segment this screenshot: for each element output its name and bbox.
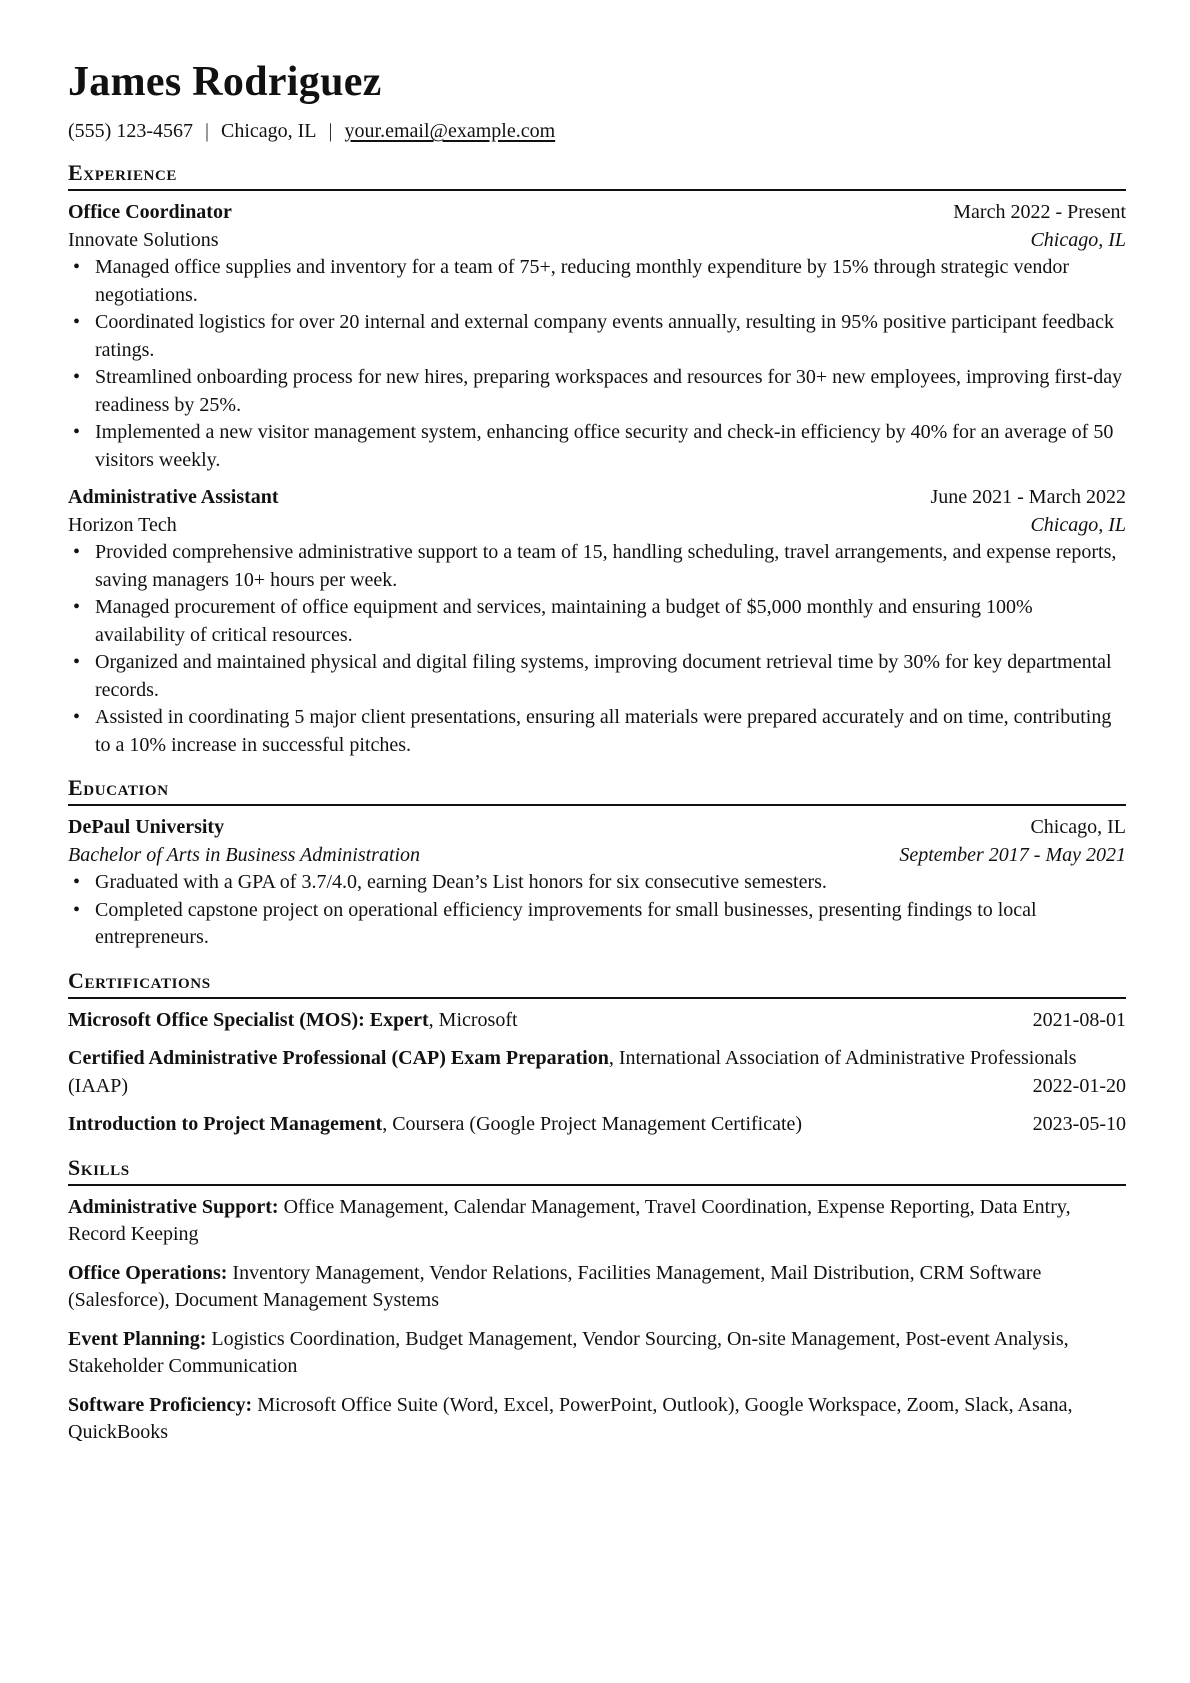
bullet-text: Managed procurement of office equipment and services, maintaining a budget of $5,000 monthly and ensuring 100% availability of critical resources. xyxy=(95,596,1033,646)
school-name: DePaul University xyxy=(68,816,225,838)
phone-number: (555) 123-4567 xyxy=(68,120,193,142)
bullet-text: Streamlined onboarding process for new hires, preparing workspaces and resources for 30+ new employees, improving first-day readiness by 25%. xyxy=(95,366,1123,416)
company-name: Horizon Tech xyxy=(68,513,177,536)
bullet-text: Completed capstone project on operational efficiency improvements for small businesses, presenting findings to local entrepreneurs. xyxy=(95,898,1037,948)
contact-line xyxy=(68,118,1126,144)
skill-items: Office Management, Calendar Management, Travel Coordination, Expense Reporting, Data Entry, Record Keeping xyxy=(68,1195,1071,1245)
bullet-icon: • xyxy=(73,898,81,921)
skill-group xyxy=(68,1326,1126,1381)
bullet-text: Assisted in coordinating 5 major client presentations, ensuring all materials were prepared accurately and on time, contributing to a 10% increase in successful pitches. xyxy=(95,706,1112,756)
company-name: Innovate Solutions xyxy=(68,228,219,251)
section-title-experience: Experience xyxy=(68,160,1126,191)
bullet-icon: • xyxy=(73,871,81,893)
bullet-text: Graduated with a GPA of 3.7/4.0, earning Dean’s List honors for six consecutive semesters. xyxy=(95,871,827,893)
bullet-list xyxy=(68,869,1126,952)
separator: | xyxy=(204,120,209,142)
job-dates: March 2022 - Present xyxy=(953,201,1126,223)
contact-location: Chicago, IL xyxy=(221,120,317,142)
bullet-icon: • xyxy=(73,541,81,563)
certification-item xyxy=(68,1045,1126,1100)
job-dates: June 2021 - March 2022 xyxy=(930,486,1126,508)
job-location: Chicago, IL xyxy=(1030,228,1126,251)
bullet-item xyxy=(68,364,1126,419)
skills-section xyxy=(68,1155,1126,1447)
bullet-text: Provided comprehensive administrative support to a team of 15, handling scheduling, travel arrangements, and expense reports, saving managers 10+ hours per week. xyxy=(95,541,1117,591)
degree: Bachelor of Arts in Business Administration xyxy=(68,843,421,866)
section-title-skills: Skills xyxy=(68,1155,1126,1186)
skill-category: Software Proficiency: xyxy=(68,1393,253,1416)
education-section xyxy=(68,775,1126,952)
certification-item xyxy=(68,1111,1126,1139)
bullet-item xyxy=(68,254,1126,309)
bullet-list xyxy=(68,254,1126,474)
bullet-item xyxy=(68,539,1126,594)
job-location: Chicago, IL xyxy=(1030,513,1126,536)
comma: , xyxy=(608,1047,619,1069)
skill-items: Inventory Management, Vendor Relations, Facilities Management, Mail Distribution, CRM Software (Salesforce), Document Management Systems xyxy=(68,1261,1042,1311)
certification-name: Introduction to Project Management xyxy=(68,1113,383,1135)
skill-group xyxy=(68,1260,1126,1315)
experience-entry xyxy=(68,199,1126,474)
bullet-icon: • xyxy=(73,596,81,618)
skill-category: Event Planning: xyxy=(68,1327,207,1350)
bullet-item xyxy=(68,897,1126,952)
job-title: Administrative Assistant xyxy=(68,486,279,508)
education-dates: September 2017 - May 2021 xyxy=(899,843,1126,866)
experience-section xyxy=(68,160,1126,759)
experience-entry xyxy=(68,484,1126,759)
certification-date: 2022-01-20 xyxy=(1032,1074,1126,1097)
bullet-icon: • xyxy=(73,651,81,673)
certification-date: 2023-05-10 xyxy=(1032,1113,1126,1135)
certification-item xyxy=(68,1007,1126,1035)
section-title-certifications: Certifications xyxy=(68,968,1126,999)
resume-page xyxy=(68,56,1126,1458)
job-title: Office Coordinator xyxy=(68,201,232,223)
section-title-education: Education xyxy=(68,775,1126,806)
bullet-text: Organized and maintained physical and digital filing systems, improving document retrieval time by 30% for key departmental records. xyxy=(95,651,1112,701)
bullet-icon: • xyxy=(73,366,81,388)
school-location: Chicago, IL xyxy=(1030,816,1126,838)
bullet-item xyxy=(68,704,1126,759)
certification-date: 2021-08-01 xyxy=(1032,1008,1126,1031)
bullet-item xyxy=(68,649,1126,704)
certifications-section xyxy=(68,968,1126,1139)
certification-issuer: International Association of Administrative Professionals (IAAP) xyxy=(68,1047,1077,1097)
bullet-text: Implemented a new visitor management system, enhancing office security and check-in efficiency by 40% for an average of 50 visitors weekly. xyxy=(95,421,1114,471)
bullet-text: Managed office supplies and inventory for a team of 75+, reducing monthly expenditure by 15% through strategic vendor negotiations. xyxy=(95,256,1069,306)
bullet-list xyxy=(68,539,1126,759)
bullet-text: Coordinated logistics for over 20 internal and external company events annually, resulting in 95% positive participant feedback ratings. xyxy=(95,311,1114,361)
skill-group xyxy=(68,1194,1126,1249)
bullet-icon: • xyxy=(73,256,81,278)
separator: | xyxy=(328,120,333,142)
comma: , xyxy=(428,1008,439,1031)
bullet-item xyxy=(68,309,1126,364)
candidate-name: James Rodriguez xyxy=(68,59,382,105)
bullet-item xyxy=(68,419,1126,474)
bullet-item xyxy=(68,869,1126,897)
education-entry xyxy=(68,814,1126,952)
resume-header xyxy=(68,56,1126,144)
skill-category: Office Operations: xyxy=(68,1261,228,1284)
bullet-item xyxy=(68,594,1126,649)
skill-items: Logistics Coordination, Budget Management, Vendor Sourcing, On-site Management, Post-event Analysis, Stakeholder Communication xyxy=(68,1327,1069,1377)
certification-name: Certified Administrative Professional (CAP) Exam Preparation xyxy=(68,1047,609,1069)
bullet-icon: • xyxy=(73,706,81,728)
email-link[interactable]: your.email@example.com xyxy=(344,120,556,142)
skill-items: Microsoft Office Suite (Word, Excel, PowerPoint, Outlook), Google Workspace, Zoom, Slack, Asana, QuickBooks xyxy=(68,1393,1073,1443)
comma: , xyxy=(382,1113,393,1135)
certification-issuer: Microsoft xyxy=(438,1008,518,1031)
skill-group xyxy=(68,1392,1126,1447)
certification-name: Microsoft Office Specialist (MOS): Expert xyxy=(68,1008,429,1031)
bullet-icon: • xyxy=(73,421,81,443)
certification-issuer: Coursera (Google Project Management Certificate) xyxy=(392,1113,803,1135)
bullet-icon: • xyxy=(73,311,81,333)
skill-category: Administrative Support: xyxy=(68,1195,279,1218)
